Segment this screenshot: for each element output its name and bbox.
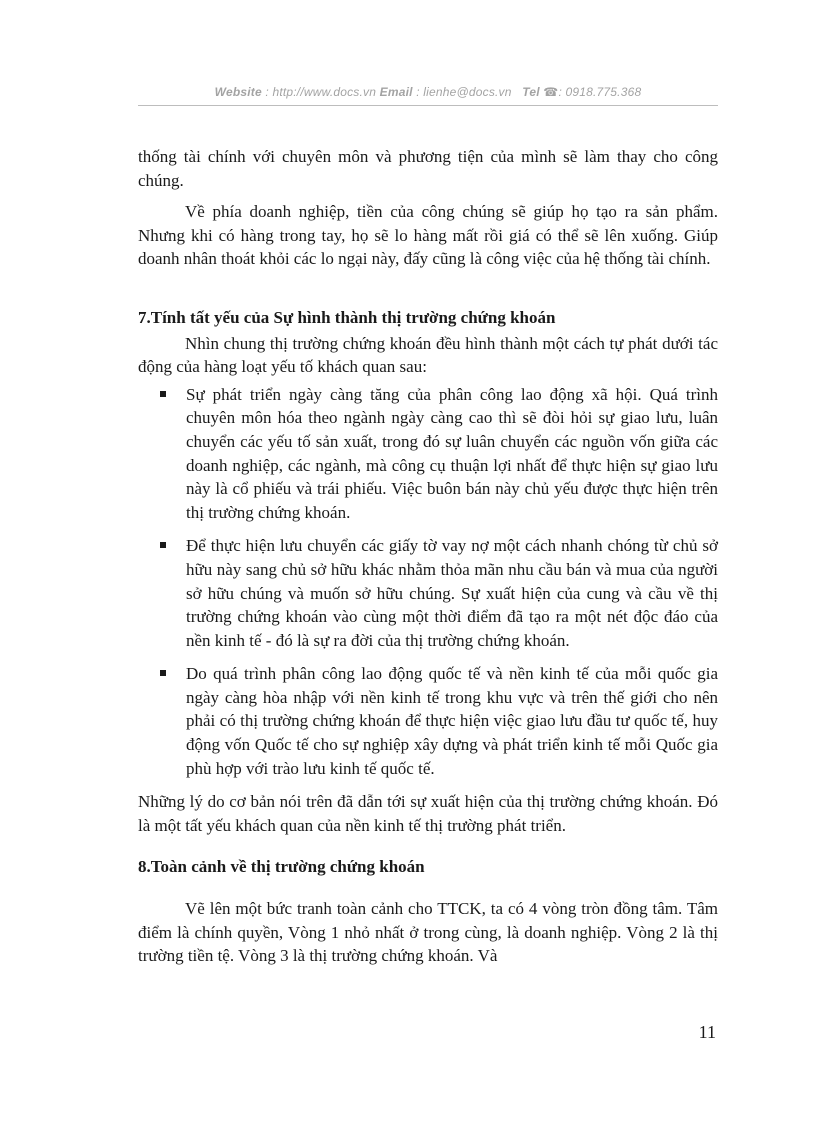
list-item-text: Để thực hiện lưu chuyển các giấy tờ vay nợ một cách nhanh chóng từ chủ sở hữu này sang chủ sở hữu khác nhằm thỏa mãn nhu cầu bán và mua của người sở hữu chúng và muốn sở hữu chúng. Sự xuất hiện của cung và cầu về thị trường chứng khoán vào cùng một thời điểm đã tạo ra một nét độc đáo của nền kinh tế - đó là sự ra đời của thị trường chứng khoán.: [186, 536, 718, 650]
tel-value: : 0918.775.368: [558, 85, 642, 99]
page-number: 11: [698, 1022, 716, 1042]
header-divider: [138, 105, 718, 106]
phone-icon: ☎: [543, 85, 559, 99]
website-label: Website: [214, 85, 262, 99]
section-7-heading: 7.Tính tất yếu của Sự hình thành thị trường chứng khoán: [138, 307, 556, 327]
list-item: [138, 662, 718, 780]
document-body: [138, 145, 718, 968]
list-item: [138, 383, 718, 525]
list-item-text: Do quá trình phân công lao động quốc tế và nền kinh tế của mỗi quốc gia ngày càng hòa nhập với nền kinh tế trong khu vực và trên thế giới cho nên phải có thị trường chứng khoán để thực hiện việc giao lưu đầu tư quốc tế, huy động vốn Quốc tế cho sự nghiệp xây dựng và phát triển kinh tế mỗi Quốc gia phù hợp với trào lưu kinh tế quốc tế.: [186, 664, 718, 778]
list-item: [138, 534, 718, 652]
list-item-text: Sự phát triển ngày càng tăng của phân công lao động xã hội. Quá trình chuyên môn hóa theo ngành ngày càng cao thì sẽ đòi hỏi sự giao lưu, luân chuyển các yếu tố sản xuất, trong đó sự luân chuyển các nguồn vốn giữa các doanh nghiệp, các ngành, mà công cụ thuận lợi nhất để thực hiện sự giao lưu này là cổ phiếu và trái phiếu. Việc buôn bán này chủ yếu được thực hiện trên thị trường chứng khoán.: [186, 384, 718, 522]
square-bullet-icon: [160, 670, 166, 676]
page-header: [138, 85, 718, 99]
email-value: : lienhe@docs.vn: [412, 85, 516, 99]
paragraph-2: Về phía doanh nghiệp, tiền của công chúng sẽ giúp họ tạo ra sản phẩm. Nhưng khi có hàng trong tay, họ sẽ lo hàng mất rồi giá có thể sẽ lên xuống. Giúp doanh nhân thoát khỏi các lo ngại này, đấy cũng là công việc của hệ thống tài chính.: [138, 202, 718, 269]
section-8-heading: 8.Toàn cảnh về thị trường chứng khoán: [138, 857, 425, 877]
paragraph-1: thống tài chính với chuyên môn và phương tiện của mình sẽ làm thay cho công chúng.: [138, 147, 718, 190]
square-bullet-icon: [160, 542, 166, 548]
section-8-paragraph: Vẽ lên một bức tranh toàn cảnh cho TTCK, ta có 4 vòng tròn đồng tâm. Tâm điểm là chính quyền, Vòng 1 nhỏ nhất ở trong cùng, là doanh nghiệp. Vòng 2 là thị trường tiền tệ. Vòng 3 là thị trường chứng khoán. Và: [138, 899, 718, 966]
tel-label: Tel: [522, 85, 540, 99]
email-label: Email: [379, 85, 413, 99]
square-bullet-icon: [160, 391, 166, 397]
website-value: : http://www.docs.vn: [261, 85, 380, 99]
section-7-intro: Nhìn chung thị trường chứng khoán đều hình thành một cách tự phát dưới tác động của hàng loạt yếu tố khách quan sau:: [138, 333, 718, 377]
section-7-bullet-list: [138, 383, 718, 781]
section-7-conclusion: Những lý do cơ bản nói trên đã dẫn tới sự xuất hiện của thị trường chứng khoán. Đó là một tất yếu khách quan của nền kinh tế thị trường phát triển.: [138, 792, 718, 835]
